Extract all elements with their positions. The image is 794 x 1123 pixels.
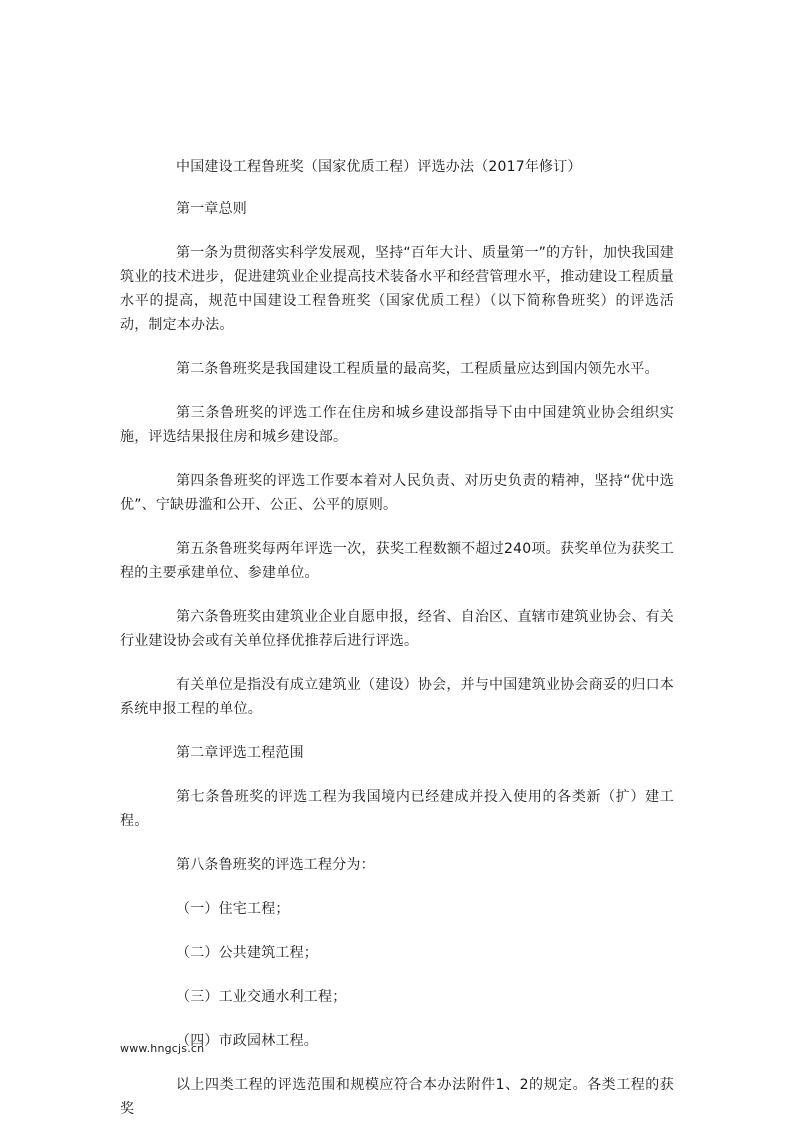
article-6-note: 有关单位是指没有成立建筑业（建设）协会，并与中国建筑业协会商妥的归口本系统申报工程的单位。: [120, 677, 674, 717]
article-4: 第四条鲁班奖的评选工作要本着对人民负责、对历史负责的精神，坚持“优中选优”、宁缺毋滥和公开、公正、公平的原则。: [120, 473, 674, 513]
article-7: 第七条鲁班奖的评选工程为我国境内已经建成并投入使用的各类新（扩）建工程。: [120, 789, 674, 829]
article-8: 第八条鲁班奖的评选工程分为：: [176, 857, 375, 873]
article-1: 第一条为贯彻落实科学发展观，坚持“百年大计、质量第一”的方针，加快我国建筑业的技术进步，促进建筑业企业提高技术装备水平和经营管理水平，推动建设工程质量水平的提高，规范中国建设工程鲁班奖（国家优质工程）（以下简称鲁班奖）的评选活动，制定本办法。: [120, 245, 674, 333]
chapter-heading-1: 第一章总则: [176, 201, 247, 217]
footer-url: www.hngcjs.cn: [120, 1042, 205, 1055]
closing-paragraph: 以上四类工程的评选范围和规模应符合本办法附件1、2的规定。各类工程的获奖: [120, 1077, 674, 1117]
chapter-heading-2: 第二章评选工程范围: [176, 745, 304, 761]
article-2: 第二条鲁班奖是我国建设工程质量的最高奖，工程质量应达到国内领先水平。: [176, 361, 659, 377]
list-item-1: （一）住宅工程；: [176, 901, 290, 917]
document-body: [120, 155, 674, 1121]
document-title: 中国建设工程鲁班奖（国家优质工程）评选办法（2017年修订）: [176, 159, 582, 175]
list-item-3: （三）工业交通水利工程；: [176, 989, 347, 1005]
list-item-4: （四）市政园林工程。: [176, 1033, 318, 1049]
article-6: 第六条鲁班奖由建筑业企业自愿申报，经省、自治区、直辖市建筑业协会、有关行业建设协会或有关单位择优推荐后进行评选。: [120, 609, 674, 649]
list-item-2: （二）公共建筑工程；: [176, 945, 318, 961]
article-5: 第五条鲁班奖每两年评选一次，获奖工程数额不超过240项。获奖单位为获奖工程的主要承建单位、参建单位。: [120, 541, 674, 581]
article-3: 第三条鲁班奖的评选工作在住房和城乡建设部指导下由中国建筑业协会组织实施，评选结果报住房和城乡建设部。: [120, 405, 674, 445]
